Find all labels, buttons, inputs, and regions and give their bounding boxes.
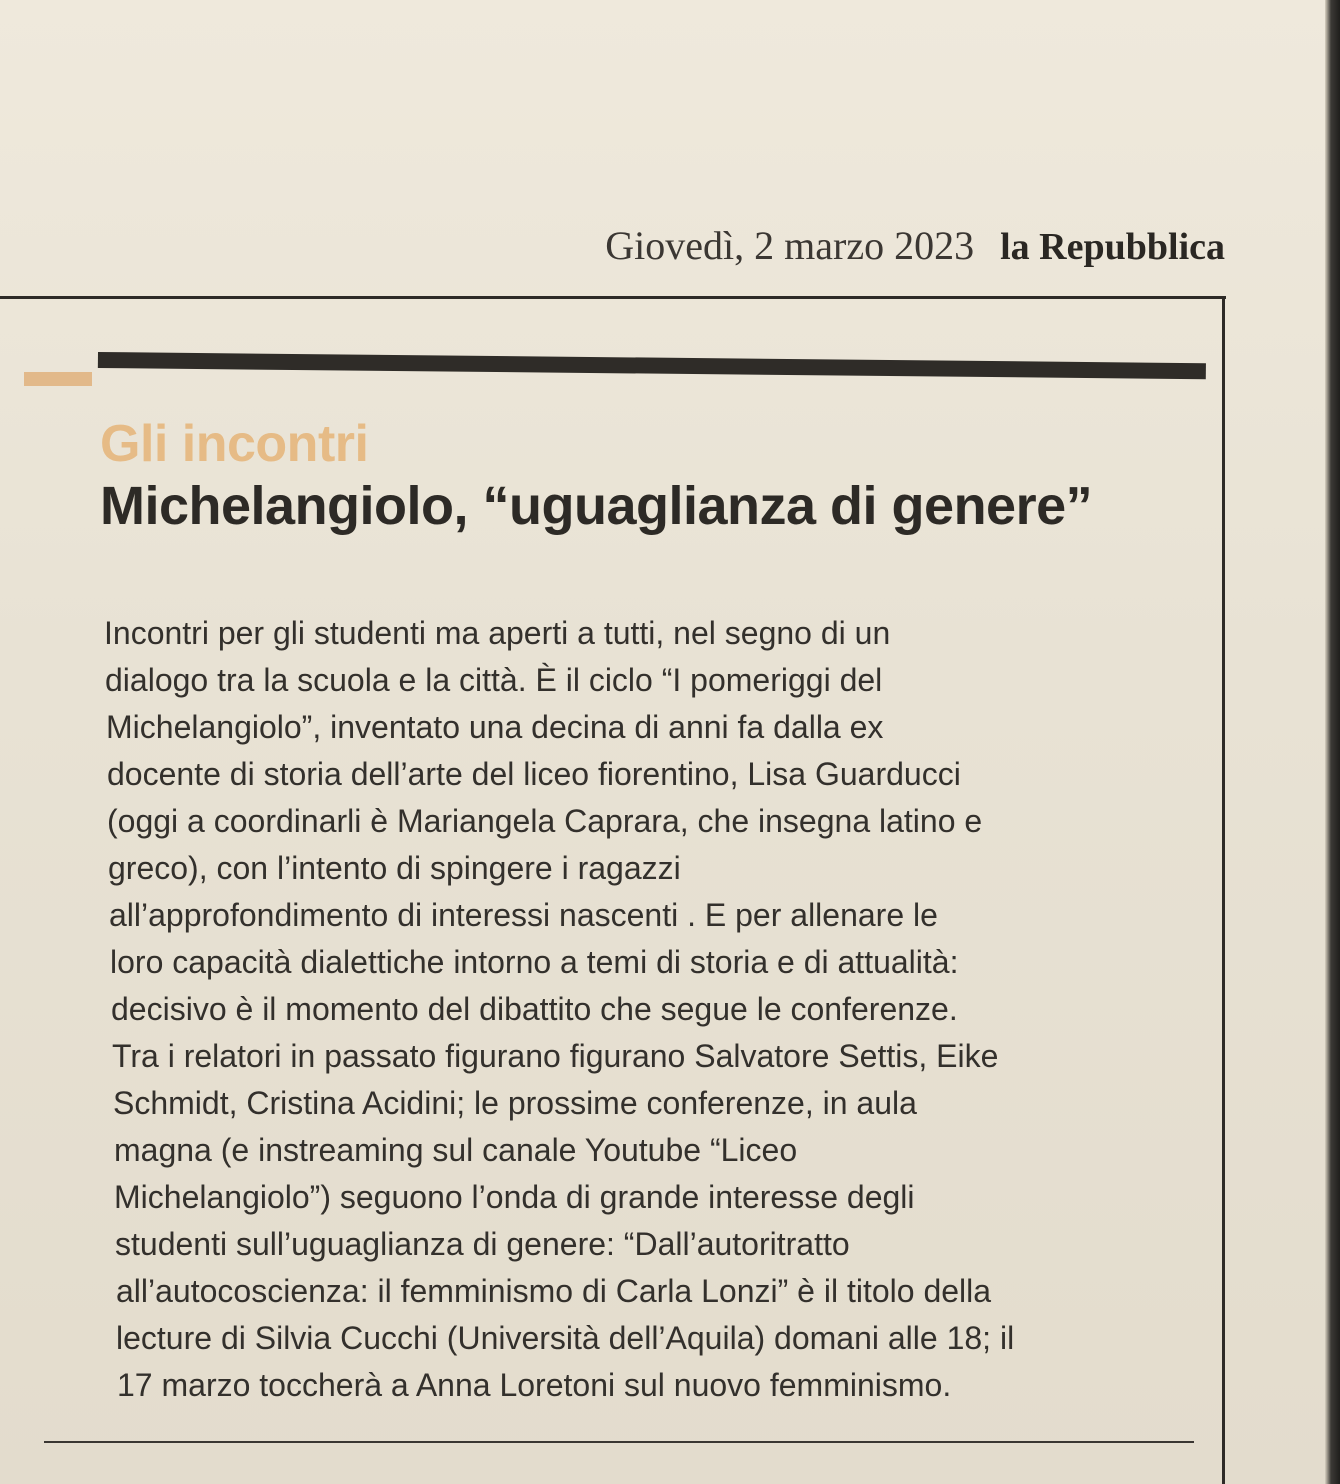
section-kicker: Gli incontri: [100, 415, 369, 473]
article-body: [104, 610, 1204, 1409]
page-header: [605, 222, 1225, 269]
body-line: Michelangiolo”, inventato una decina di anni fa dalla ex: [106, 709, 884, 745]
body-line: docente di storia dell’arte del liceo fiorentino, Lisa Guarducci: [107, 756, 961, 792]
body-line: all’approfondimento di interessi nascenti . E per allenare le: [109, 897, 938, 933]
page-edge-shadow: [1325, 0, 1340, 1484]
section-accent-bar: [24, 372, 92, 386]
column-frame-right: [1222, 296, 1225, 1484]
body-line: loro capacità dialettiche intorno a temi di storia e di attualità:: [110, 944, 959, 980]
header-rule: [0, 296, 1226, 299]
footer-rule: [44, 1441, 1194, 1443]
body-line: lecture di Silvia Cucchi (Università dell’Aquila) domani alle 18; il: [116, 1320, 1015, 1356]
body-line: Tra i relatori in passato figurano figurano Salvatore Settis, Eike: [112, 1038, 999, 1074]
body-line: all’autocoscienza: il femminismo di Carla Lonzi” è il titolo della: [116, 1273, 992, 1309]
article-headline: Michelangiolo, “uguaglianza di genere”: [100, 476, 1093, 536]
body-line: greco), con l’intento di spingere i ragazzi: [108, 850, 681, 886]
body-line: Incontri per gli studenti ma aperti a tutti, nel segno di un: [104, 615, 891, 651]
body-line: dialogo tra la scuola e la città. È il ciclo “I pomeriggi del: [105, 662, 883, 698]
body-line: magna (e instreaming sul canale Youtube “Liceo: [114, 1132, 798, 1168]
dateline: Giovedì, 2 marzo 2023: [605, 223, 975, 268]
body-line: decisivo è il momento del dibattito che segue le conferenze.: [111, 991, 958, 1027]
body-line: Michelangiolo”) seguono l’onda di grande interesse degli: [114, 1179, 915, 1215]
body-line: Schmidt, Cristina Acidini; le prossime conferenze, in aula: [113, 1085, 917, 1121]
body-line: 17 marzo toccherà a Anna Loretoni sul nuovo femminismo.: [117, 1367, 952, 1403]
body-line: studenti sull’uguaglianza di genere: “Dall’autoritratto: [115, 1226, 850, 1262]
newspaper-brand: la Repubblica: [1000, 226, 1225, 268]
body-line: (oggi a coordinarli è Mariangela Caprara, che insegna latino e: [107, 803, 983, 839]
